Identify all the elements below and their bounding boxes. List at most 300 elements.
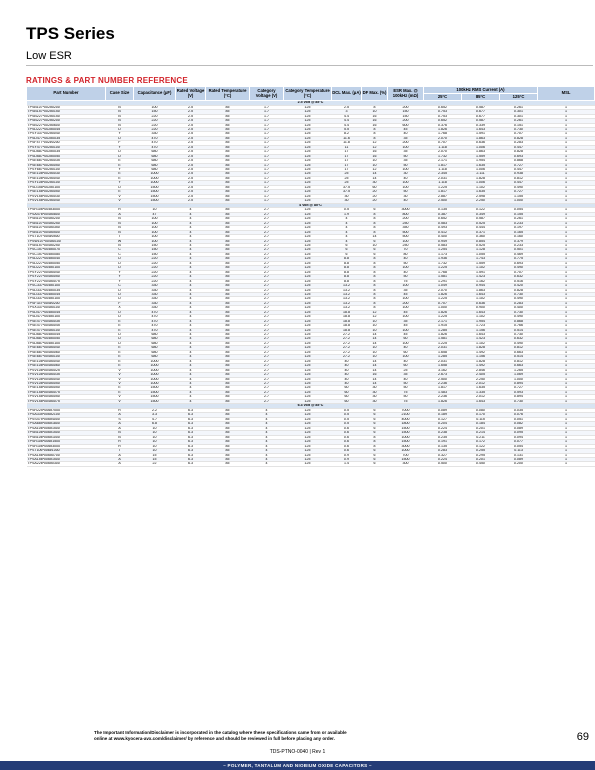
table-cell: 330 [134, 297, 176, 301]
table-cell: 1 [538, 252, 595, 256]
table-cell: V [106, 368, 134, 372]
table-cell: 680 [134, 159, 176, 163]
table-cell: 85 [206, 355, 250, 359]
table-cell: 4 [176, 382, 206, 386]
table-cell: 1.7 [250, 145, 284, 149]
table-cell: 0.587 [462, 217, 500, 221]
table-cell: 8 [362, 226, 388, 230]
table-cell: 125 [284, 315, 332, 319]
table-cell: 2.7 [250, 226, 284, 230]
header-part-number: Part Number [27, 87, 106, 101]
table-cell: 1 [538, 199, 595, 203]
table-cell: 125 [284, 350, 332, 354]
table-cell: 1000 [134, 368, 176, 372]
table-cell: 1.7 [250, 119, 284, 123]
table-cell: 1.591 [462, 132, 500, 136]
table-cell: 1000 [134, 172, 176, 176]
table-cell: 85 [206, 346, 250, 350]
table-cell: 1.7 [250, 199, 284, 203]
table-cell: 100 [388, 266, 424, 270]
table-cell: 16 [362, 150, 388, 154]
table-cell: 330 [134, 132, 176, 136]
table-cell: 1 [538, 453, 595, 457]
table-cell: 1.732 [424, 261, 462, 265]
table-cell: 2.7 [250, 306, 284, 310]
table-cell: 125 [284, 390, 332, 394]
table-cell: 14 [362, 337, 388, 341]
table-cell: 2.5 [176, 163, 206, 167]
table-cell: F [106, 301, 134, 305]
table-cell: 0.501 [500, 248, 538, 252]
table-cell: 1 [538, 413, 595, 417]
table-cell: 800 [388, 212, 424, 216]
table-cell: 85 [206, 243, 250, 247]
table-cell: 85 [206, 315, 250, 319]
table-cell: 1.265 [500, 368, 538, 372]
table-cell: 45 [388, 127, 424, 131]
table-cell: 4 [250, 462, 284, 466]
table-cell: 2.7 [250, 364, 284, 368]
table-cell: 2.5 [176, 190, 206, 194]
table-cell: 60 [362, 185, 388, 189]
table-cell: 0.400 [500, 306, 538, 310]
table-cell: 30 [332, 194, 362, 198]
table-cell: C [106, 252, 134, 256]
table-cell: 85 [206, 368, 250, 372]
table-cell: 330 [134, 284, 176, 288]
table-cell: 60 [388, 337, 424, 341]
table-cell: 2.5 [176, 141, 206, 145]
table-cell: 4 [176, 284, 206, 288]
table-cell: 1 [538, 114, 595, 118]
table-cell: 0.082 [500, 422, 538, 426]
table-cell: 85 [206, 252, 250, 256]
table-cell: 2.7 [250, 346, 284, 350]
table-cell: 13.2 [332, 297, 362, 301]
part-number-cell: TPSR106*004#3000 [27, 208, 106, 212]
table-cell: 0.089 [424, 408, 462, 412]
table-cell: 6.3 [176, 408, 206, 412]
table-cell: 1 [538, 368, 595, 372]
table-cell: 85 [206, 239, 250, 243]
table-cell: 100 [388, 185, 424, 189]
table-cell: 125 [284, 337, 332, 341]
table-cell: 0.6 [332, 435, 362, 439]
table-cell: V [106, 373, 134, 377]
table-cell: 4 [176, 333, 206, 337]
table-cell: 85 [206, 453, 250, 457]
table-cell: 40 [388, 132, 424, 136]
table-cell: B [106, 114, 134, 118]
table-cell: 0.894 [500, 382, 538, 386]
table-cell: 8.8 [332, 257, 362, 261]
part-number-cell: TPSV108*004#0035 [27, 373, 106, 377]
table-cell: 40 [388, 377, 424, 381]
table-cell: 0.727 [500, 163, 538, 167]
table-cell: 1 [538, 279, 595, 283]
table-cell: 1 [538, 462, 595, 466]
table-cell: 250 [388, 243, 424, 247]
table-cell: 11.6 [332, 136, 362, 140]
table-cell: 1.049 [424, 284, 462, 288]
table-cell: 2.5 [176, 114, 206, 118]
table-cell: 125 [284, 324, 332, 328]
table-cell: 1 [538, 154, 595, 158]
table-cell: 1000 [134, 181, 176, 185]
header-msl: MSL [538, 87, 595, 101]
table-cell: 8.8 [332, 261, 362, 265]
table-cell: D [106, 297, 134, 301]
table-cell: 0.727 [500, 190, 538, 194]
part-number-cell: TPSE687*002#0050 [27, 163, 106, 167]
table-cell: 8 [362, 275, 388, 279]
table-cell: 2.5 [176, 110, 206, 114]
table-cell: 85 [206, 136, 250, 140]
table-cell: 125 [284, 431, 332, 435]
table-cell: 27.2 [332, 337, 362, 341]
table-cell: C [106, 248, 134, 252]
table-cell: R [106, 408, 134, 412]
table-cell: 125 [284, 168, 332, 172]
table-cell: 50 [388, 382, 424, 386]
part-number-cell: TPSD227*004#0040 [27, 257, 106, 261]
table-cell: 0.490 [500, 341, 538, 345]
table-cell: 6.3 [176, 422, 206, 426]
table-cell: 2.7 [250, 377, 284, 381]
table-cell: 2100 [388, 413, 424, 417]
table-cell: 2.673 [424, 373, 462, 377]
table-cell: 4000 [388, 417, 424, 421]
table-cell: 0.663 [500, 364, 538, 368]
table-cell: 1.000 [500, 199, 538, 203]
table-cell: B [106, 435, 134, 439]
table-cell: 40 [388, 270, 424, 274]
table-cell: 0.080 [462, 408, 500, 412]
table-cell: 6.3 [176, 413, 206, 417]
table-cell: 125 [284, 270, 332, 274]
table-cell: 125 [284, 176, 332, 180]
table-cell: 1.423 [462, 275, 500, 279]
table-cell: 2.7 [250, 382, 284, 386]
table-cell: 4 [250, 444, 284, 448]
table-cell: 100 [388, 284, 424, 288]
table-cell: 125 [284, 449, 332, 453]
table-cell: 50 [388, 386, 424, 390]
table-cell: 2.012 [462, 382, 500, 386]
table-cell: 2.7 [250, 395, 284, 399]
part-number-cell: TPSB107*004#0350 [27, 226, 106, 230]
table-cell: 8 [362, 230, 388, 234]
table-cell: 1 [538, 110, 595, 114]
table-cell: 1500 [134, 185, 176, 189]
table-cell: 1.7 [250, 123, 284, 127]
table-cell: 2.236 [424, 382, 462, 386]
table-cell: A [106, 462, 134, 466]
table-cell: B [106, 431, 134, 435]
table-cell: 25 [332, 181, 362, 185]
table-cell: 500 [388, 230, 424, 234]
table-cell: 0.447 [500, 168, 538, 172]
table-cell: 8 [362, 132, 388, 136]
table-cell: 25 [332, 176, 362, 180]
table-cell: 0.652 [424, 119, 462, 123]
table-cell: 125 [284, 226, 332, 230]
table-cell: 8 [362, 292, 388, 296]
table-cell: 2.345 [424, 172, 462, 176]
table-cell: 17 [332, 163, 362, 167]
table-cell: 1 [538, 422, 595, 426]
part-number-cell: TPSA226*006#0300 [27, 462, 106, 466]
table-cell: 85 [206, 382, 250, 386]
table-cell: 60 [332, 395, 362, 399]
table-cell: 4 [176, 355, 206, 359]
table-cell: 150 [134, 248, 176, 252]
table-cell: 4 [332, 217, 362, 221]
table-cell: 1.7 [250, 159, 284, 163]
table-cell: 0.490 [500, 297, 538, 301]
table-cell: 85 [206, 176, 250, 180]
table-cell: 14 [362, 341, 388, 345]
table-cell: 680 [134, 337, 176, 341]
table-cell: V [106, 377, 134, 381]
table-cell: 1.128 [462, 248, 500, 252]
part-number-cell: TPSW107*004#0100 [27, 239, 106, 243]
table-cell: D [106, 261, 134, 265]
table-cell: 8 [362, 284, 388, 288]
table-cell: 85 [206, 310, 250, 314]
table-cell: 18.8 [332, 315, 362, 319]
table-cell: 30 [332, 199, 362, 203]
table-cell: D [106, 257, 134, 261]
table-cell: T [106, 235, 134, 239]
table-cell: 14 [362, 359, 388, 363]
table-cell: 1.826 [424, 310, 462, 314]
table-cell: 0.301 [500, 110, 538, 114]
table-cell: 16 [362, 154, 388, 158]
table-cell: 85 [206, 306, 250, 310]
table-cell: 0.450 [462, 462, 500, 466]
table-cell: 18.8 [332, 310, 362, 314]
table-cell: 2.070 [424, 136, 462, 140]
table-cell: 150 [388, 114, 424, 118]
table-cell: 125 [284, 194, 332, 198]
table-cell: 0.583 [424, 243, 462, 247]
table-cell: 1 [538, 457, 595, 461]
part-number-cell: TPSB157*004#0250 [27, 243, 106, 247]
table-cell: 125 [284, 221, 332, 225]
table-cell: 0.172 [462, 440, 500, 444]
part-number-cell: TPSA156*006#0700 [27, 453, 106, 457]
table-cell: 125 [284, 145, 332, 149]
table-cell: 0.131 [500, 453, 538, 457]
table-cell: 2.5 [176, 172, 206, 176]
table-cell: D [106, 337, 134, 341]
table-cell: 0.766 [500, 324, 538, 328]
table-cell: 85 [206, 373, 250, 377]
part-number-cell: TPSE687*002#0035 [27, 159, 106, 163]
table-cell: 4 [176, 319, 206, 323]
table-cell: 1.743 [462, 257, 500, 261]
table-cell: 30 [388, 172, 424, 176]
table-cell: E [106, 163, 134, 167]
table-cell: A [106, 453, 134, 457]
table-cell: 6 [362, 462, 388, 466]
table-cell: 3.3 [134, 413, 176, 417]
table-cell: 125 [284, 386, 332, 390]
part-number-cell: TPSC157*004#0080 [27, 252, 106, 256]
table-cell: 125 [284, 239, 332, 243]
table-cell: 1.643 [462, 333, 500, 337]
table-cell: 1.768 [424, 132, 462, 136]
header-rms-125c: 125°C [500, 94, 538, 101]
table-cell: 1.102 [462, 341, 500, 345]
part-number-cell: TPSE108*004#0040 [27, 359, 106, 363]
table-cell: 8 [362, 217, 388, 221]
table-cell: 125 [284, 319, 332, 323]
table-cell: 0.214 [462, 431, 500, 435]
table-cell: 2.598 [462, 194, 500, 198]
table-cell: 4 [176, 399, 206, 403]
table-cell: 85 [206, 301, 250, 305]
table-cell: 125 [284, 208, 332, 212]
table-cell: A [106, 212, 134, 216]
table-cell: 1.732 [424, 154, 462, 158]
table-cell: 4 [176, 252, 206, 256]
table-cell: 4 [176, 217, 206, 221]
table-cell: 50 [388, 261, 424, 265]
part-number-cell: TPSE477*004#0035 [27, 319, 106, 323]
table-cell: 125 [284, 248, 332, 252]
table-cell: 6 [362, 417, 388, 421]
table-cell: 0.730 [500, 127, 538, 131]
table-cell: 470 [134, 324, 176, 328]
table-cell: 0.730 [500, 399, 538, 403]
table-cell: 1500 [134, 194, 176, 198]
table-cell: 40 [388, 199, 424, 203]
table-cell: 700 [388, 453, 424, 457]
table-cell: 1.155 [500, 194, 538, 198]
table-cell: 1 [538, 208, 595, 212]
table-cell: 4 [176, 346, 206, 350]
table-cell: 0.730 [500, 292, 538, 296]
part-number-cell: TPSY337*002#0040 [27, 132, 106, 136]
table-cell: 125 [284, 284, 332, 288]
table-cell: 45 [388, 333, 424, 337]
part-number-cell: TPSA156*006#1500 [27, 457, 106, 461]
part-number-cell: TPSY477*002#0100 [27, 145, 106, 149]
table-cell: 1 [538, 261, 595, 265]
table-cell: 85 [206, 154, 250, 158]
table-cell: 1 [538, 431, 595, 435]
table-cell: 0.812 [500, 359, 538, 363]
table-cell: 125 [284, 212, 332, 216]
table-cell: 1 [538, 159, 595, 163]
table-cell: 1.7 [250, 132, 284, 136]
table-cell: 85 [206, 288, 250, 292]
table-cell: 1 [538, 163, 595, 167]
table-cell: 0.652 [424, 217, 462, 221]
table-cell: 8 [362, 212, 388, 216]
table-cell: 85 [206, 457, 250, 461]
table-cell: 0.189 [424, 413, 462, 417]
table-cell: 1 [538, 275, 595, 279]
table-cell: 3.162 [424, 368, 462, 372]
table-cell: 220 [134, 123, 176, 127]
table-cell: 1 [538, 284, 595, 288]
table-cell: 0.211 [462, 435, 500, 439]
table-cell: 50 [388, 154, 424, 158]
table-cell: 1.581 [424, 275, 462, 279]
table-cell: D [106, 185, 134, 189]
table-cell: 1 [538, 266, 595, 270]
table-cell: 8 [362, 266, 388, 270]
table-cell: 85 [206, 110, 250, 114]
table-cell: 1 [538, 248, 595, 252]
table-cell: 0.677 [462, 114, 500, 118]
table-cell: 85 [206, 163, 250, 167]
table-cell: 200 [388, 105, 424, 109]
table-cell: 10 [134, 440, 176, 444]
table-cell: 1000 [388, 449, 424, 453]
table-cell: 40 [388, 346, 424, 350]
table-cell: 85 [206, 390, 250, 394]
table-cell: 1 [538, 377, 595, 381]
table-cell: 1.118 [424, 145, 462, 149]
table-cell: 125 [284, 377, 332, 381]
table-cell: 1 [538, 395, 595, 399]
table-cell: V [106, 199, 134, 203]
table-cell: B [106, 230, 134, 234]
table-cell: 1.643 [462, 399, 500, 403]
table-cell: 2.7 [250, 292, 284, 296]
table-cell: 4 [250, 453, 284, 457]
table-cell: 20 [362, 194, 388, 198]
voltage-section-label: 2.5 Volt @ 85°C [27, 101, 595, 106]
table-cell: 0.135 [424, 444, 462, 448]
part-number-cell: TPSS475*006#4000 [27, 417, 106, 421]
document-number: TDS-PTNO-0040 | Rev 1 [269, 749, 326, 755]
table-cell: 1.643 [462, 310, 500, 314]
table-cell: 125 [284, 150, 332, 154]
table-cell: 1.102 [462, 297, 500, 301]
table-cell: 8.2 [332, 132, 362, 136]
table-cell: 1 [538, 132, 595, 136]
table-cell: 125 [284, 132, 332, 136]
table-cell: 40 [332, 382, 362, 386]
table-cell: 2.7 [250, 261, 284, 265]
table-cell: 4 [250, 435, 284, 439]
table-cell: 10 [134, 435, 176, 439]
table-cell: 2.5 [176, 159, 206, 163]
table-cell: 10 [362, 346, 388, 350]
table-cell: 2.7 [250, 239, 284, 243]
table-cell: 50 [388, 275, 424, 279]
table-cell: E [106, 159, 134, 163]
table-cell: 125 [284, 288, 332, 292]
table-cell: 2.070 [424, 288, 462, 292]
table-cell: 0.165 [500, 230, 538, 234]
table-cell: 0.200 [500, 462, 538, 466]
table-cell: 1 [538, 168, 595, 172]
part-number-cell: TPSE108*002#0040 [27, 176, 106, 180]
table-cell: 8 [362, 270, 388, 274]
table-cell: 1 [538, 301, 595, 305]
table-cell: 4 [176, 221, 206, 225]
table-cell: 10 [362, 355, 388, 359]
table-cell: 30 [362, 399, 388, 403]
table-cell: 85 [206, 235, 250, 239]
table-cell: 0.6 [332, 426, 362, 430]
